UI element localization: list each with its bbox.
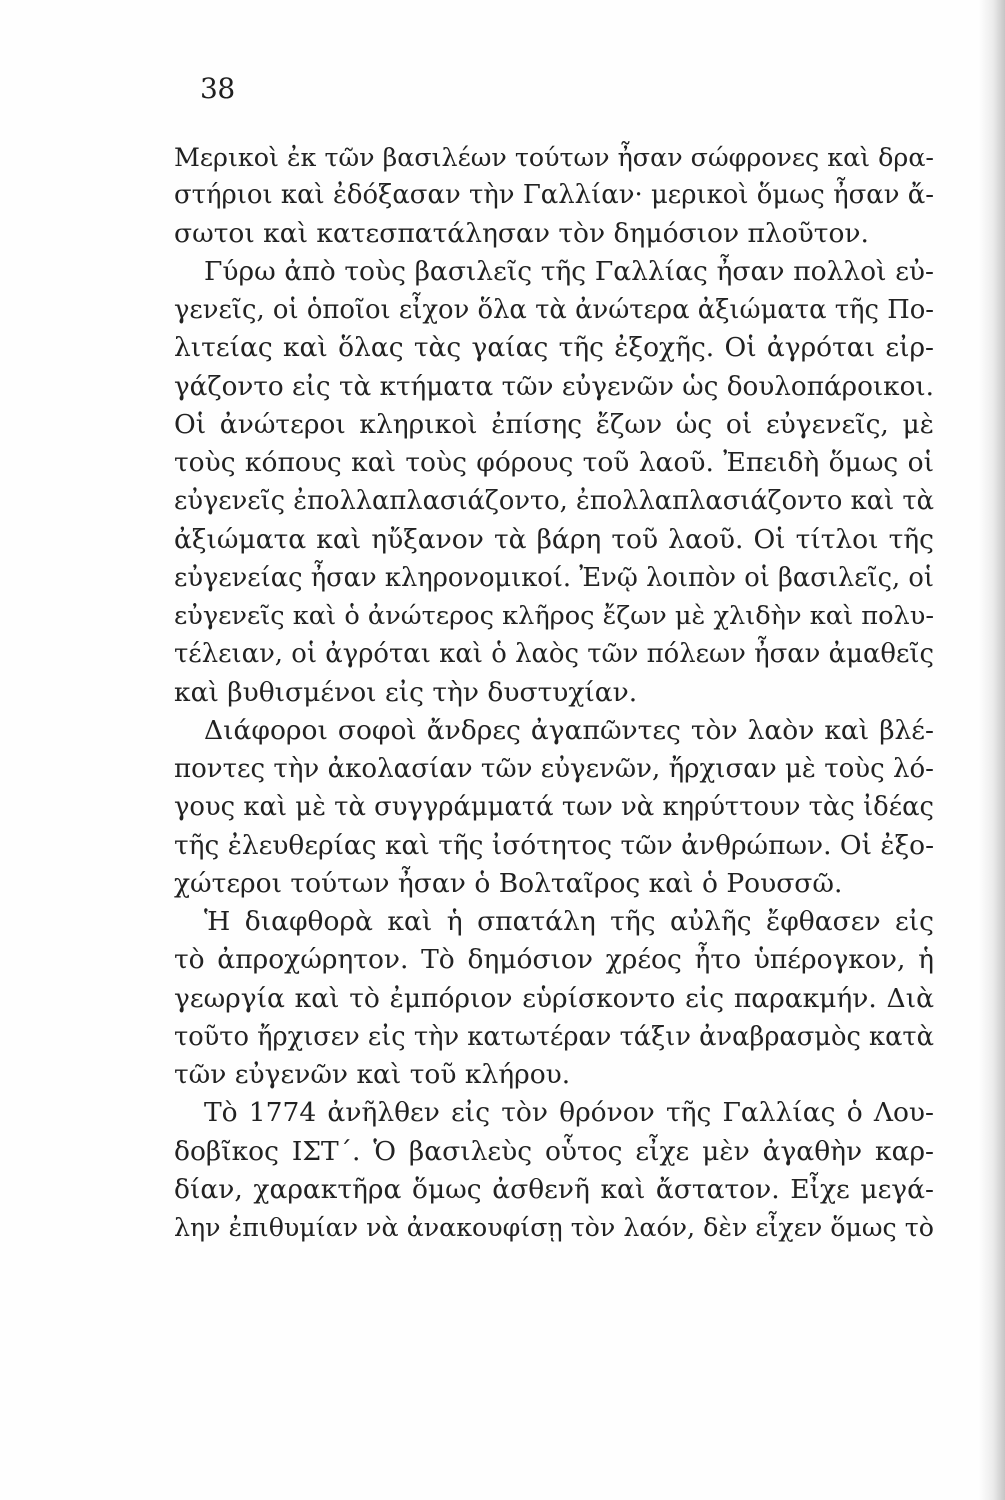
text-line: ποντες τὴν ἀκολασίαν τῶν εὐγενῶν, ἤρχισαν μὲ τοὺς λό-: [174, 754, 934, 784]
text-line: δίαν, χαρακτῆρα ὅμως ἀσθενῆ καὶ ἄστατον. Εἶχε μεγά-: [174, 1173, 934, 1205]
text-line: γους καὶ μὲ τὰ συγγράμματά των νὰ κηρύττουν τὰς ἰδέας: [174, 792, 934, 823]
text-line: γεωργία καὶ τὸ ἐμπόριον εὑρίσκοντο εἰς παρακμήν. Διὰ: [174, 982, 934, 1014]
text-line: τοῦτο ἤρχισεν εἰς τὴν κατωτέραν τάξιν ἀναβρασμὸς κατὰ: [174, 1021, 934, 1052]
text-line: χώτεροι τούτων ἦσαν ὁ Βολταῖρος καὶ ὁ Ρουσσῶ.: [174, 867, 843, 899]
text-line: τοὺς κόπους καὶ τοὺς φόρους τοῦ λαοῦ. Ἐπειδὴ ὅμως οἱ: [174, 447, 934, 478]
text-line: Μερικοὶ ἐκ τῶν βασιλέων τούτων ἦσαν σώφρονες καὶ δρα-: [174, 142, 934, 172]
text-line: καὶ βυθισμένοι εἰς τὴν δυστυχίαν.: [174, 676, 638, 708]
text-line: λιτείας καὶ ὅλας τὰς γαίας τῆς ἐξοχῆς. Οἱ ἀγρόται εἰρ-: [174, 332, 934, 364]
text-line: Διάφοροι σοφοὶ ἄνδρες ἀγαπῶντες τὸν λαὸν καὶ βλέ-: [204, 714, 934, 746]
page-number: 38: [200, 72, 235, 105]
text-line: εὐγενείας ἦσαν κληρονομικοί. Ἐνῷ λοιπὸν οἱ βασιλεῖς, οἱ: [174, 562, 934, 593]
text-line: Οἱ ἀνώτεροι κληρικοὶ ἐπίσης ἔζων ὡς οἱ εὐγενεῖς, μὲ: [174, 408, 934, 440]
body-text: [174, 138, 934, 1247]
text-line: στήριοι καὶ ἐδόξασαν τὴν Γαλλίαν· μερικοὶ ὅμως ἦσαν ἄ-: [174, 180, 934, 211]
text-line: Τὸ 1774 ἀνῆλθεν εἰς τὸν θρόνον τῆς Γαλλίας ὁ Λου-: [204, 1097, 934, 1129]
text-line: τῶν εὐγενῶν καὶ τοῦ κλήρου.: [174, 1059, 571, 1090]
text-line: τέλειαν, οἱ ἀγρόται καὶ ὁ λαὸς τῶν πόλεων ἦσαν ἀμαθεῖς: [174, 639, 934, 670]
text-line: Γύρω ἀπὸ τοὺς βασιλεῖς τῆς Γαλλίας ἦσαν πολλοὶ εὐ-: [204, 255, 934, 287]
text-line: δοβῖκος ΙΣΤ΄. Ὁ βασιλεὺς οὗτος εἶχε μὲν ἀγαθὴν καρ-: [174, 1135, 934, 1167]
text-line: τὸ ἀπροχώρητον. Τὸ δημόσιον χρέος ἦτο ὑπέρογκον, ἡ: [174, 944, 934, 976]
text-line: γάζοντο εἰς τὰ κτήματα τῶν εὐγενῶν ὡς δουλοπάροικοι.: [174, 371, 934, 402]
text-line: εὐγενεῖς ἐπολλαπλασιάζοντο, ἐπολλαπλασιάζοντο καὶ τὰ: [174, 486, 934, 517]
text-line: εὐγενεῖς καὶ ὁ ἀνώτερος κλῆρος ἔζων μὲ χλιδὴν καὶ πολυ-: [174, 601, 934, 631]
text-line: λην ἐπιθυμίαν νὰ ἀνακουφίσῃ τὸν λαόν, δὲν εἶχεν ὅμως τὸ: [174, 1213, 934, 1242]
text-line: ἀξιώματα καὶ ηὔξανον τὰ βάρη τοῦ λαοῦ. Οἱ τίτλοι τῆς: [174, 523, 934, 555]
text-line: γενεῖς, οἱ ὁποῖοι εἶχον ὅλα τὰ ἀνώτερα ἀξιώματα τῆς Πο-: [174, 295, 934, 325]
page-edge-shadow: [979, 0, 1005, 1500]
text-line: σωτοι καὶ κατεσπατάλησαν τὸν δημόσιον πλοῦτον.: [174, 217, 869, 249]
text-line: τῆς ἐλευθερίας καὶ τῆς ἰσότητος τῶν ἀνθρώπων. Οἱ ἐξο-: [174, 829, 934, 861]
text-line: Ἡ διαφθορὰ καὶ ἡ σπατάλη τῆς αὐλῆς ἔφθασεν εἰς: [204, 906, 934, 937]
